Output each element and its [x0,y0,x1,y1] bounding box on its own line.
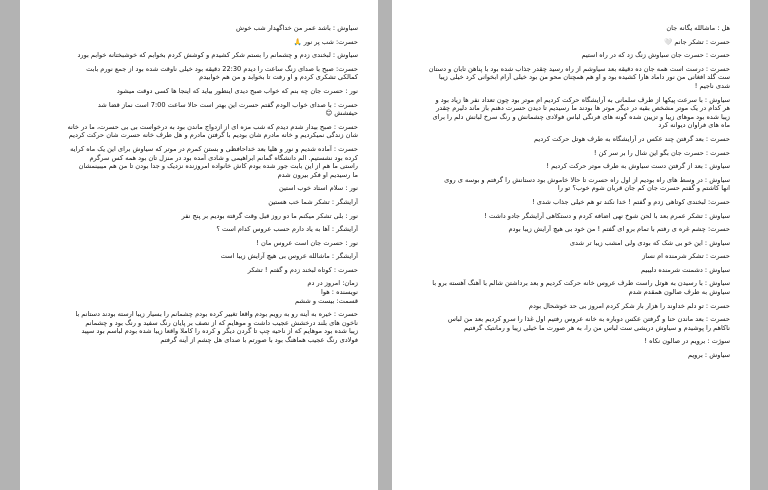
text-line: حسرت : صبح بیدار شدم دیدم که شب مزه ای از ازدواج ماندن بود به درخواست بی بی حسرت، ما در خانه [67,122,358,131]
dialogue-paragraph [46,266,358,275]
text-line: حسرت: صبح با صدای زنگ ساعت را دیدم 22:30 دقیقه بود خیلی ناوقت شده بود از جمع نورم بابت [86,64,358,73]
dialogue-paragraph [46,279,358,305]
dialogue-paragraph [46,24,358,33]
text-line: سیاوش : در وسط های راه بودیم از اول راه حسرت تا حالا خاموش بود دستانش را گرفتم و بوسه ی روی [444,175,730,184]
dialogue-paragraph [418,96,730,130]
text-line: آرایشگر : تشکر شما خب هستین [268,197,358,206]
dialogue-paragraph [46,225,358,234]
text-line: سوژت : برویم در صالون نکاه ! [644,337,730,346]
dialogue-paragraph [418,149,730,158]
text-line: حسرت : حسرت جان بگو این شال را بر سر کن ! [593,148,730,157]
text-line: سیاوش : این خو بی شک که بودی ولی امشب زیبا تر شدی [569,238,730,247]
dialogue-paragraph [418,198,730,207]
text-line: سیاوش به طرف صالون همقدم شدم [628,288,730,297]
dialogue-paragraph [418,51,730,60]
dialogue-paragraph [418,24,730,33]
dialogue-paragraph [46,38,358,47]
text-line: ما رسیدیم او فکر بیرون شدم [277,170,358,179]
text-line: ست گلد افغانی من نور داماد هارا کشیده بود و او هم همچنان محو من بود خیلی آرام ابخوانی کرد خیلی زیبا [438,73,730,82]
dialogue-paragraph [418,279,730,296]
text-line: آرایشگر : ماشالله عروس بی هیچ آرایش زیبا است [220,252,358,261]
text-line: کرده بود نشستیم. الم دانشگاه گمانم ابراهیمی و شادی آمده بود در منزل تان بود همه کس سرگرم [89,153,358,162]
text-line: سیاوش : با سرعت پیکها از طرف سلمانی به آرایشگاه حرکت کردیم ام موتر بود چون تعداد نفر ها زیاد بود و [435,95,730,104]
text-line: سیاوش : بعد از گرفتن دست سیاوش به طرف موتر حرکت کردیم ! [546,162,730,171]
right-page-content [418,24,730,490]
text-line: ماه های فراوان دیوانه کرد [658,121,730,130]
text-line: سیاوش : با رسیدن به هوتل راست طرف عروس خانه حرکت کردیم و بعد برداشتن شالم با آهنگ آهسته برو با [432,279,730,288]
dialogue-paragraph [418,239,730,248]
text-line: قسمت: بیست و ششم [295,296,358,305]
dialogue-paragraph [46,310,358,344]
dialogue-paragraph [418,212,730,221]
dialogue-paragraph [418,176,730,193]
text-line: حسرت: لبخندی کوتاهی زدم و گفتم ! خدا نکند تو هم خیلی جذاب شدی ! [532,197,730,206]
text-line: سیاوش : دشمنت شرمنده دلیبیم [640,265,730,274]
text-line: سیاوش : برویم [687,351,730,360]
dialogue-paragraph [46,145,358,179]
text-line: زیبا شده بود موهایم که از ناحیه چپ تا گردن دیگر و کرده را کاملا واقعا زیبا شده بودم لباسم بود سپید [81,327,358,336]
text-line: حسرت : بعد گرفتن چند عکس در آرایشگاه به طرف هوتل حرکت کردیم [534,134,730,143]
left-page-content [46,24,358,490]
dialogue-paragraph [418,38,730,47]
text-line: نور : حسرت جان چه بنم که خواب صبح دیدی اینطور بیاید که اینجا ها کسی دوقت میشود [116,86,358,95]
text-line: آرایشگر : آها به یاد دارم حسب عروس کدام است ؟ [216,225,358,234]
dialogue-paragraph [418,315,730,332]
text-line: حسرت : خیره به آینه رو به رویم بودم واقعا تغییر کرده بودم چشمانم را بسیار زیبا ارسته بودند دستانم با [75,310,358,319]
text-line: حسرت : تو دلم خداوند را هزار بار شکر کردم امروز بی حد خوشحال بودم [528,301,730,310]
text-line: راستی ما هم از این بابت جور شده بودم کاش خانواده امروزنده نزدیک و جدا بودن تا من هم میبینمشان [78,162,358,171]
text-line: نور : سلام استاد خوب استین [278,184,358,193]
text-line: حسرت : با صدای خواب الودم گفتم حسرت این بهتر است حالا ساعت 7:00 است نماز قضا شد [97,100,358,109]
text-line: ناکاهم را پوشیدم و سیاوش دریشی ست لباس من را، به هر صورت ما خیلی زیبا و رمانتیک گرفتیم [463,323,730,332]
text-line: سیاوش : لبخندی زدم و چشمانم را بستم شکر کشیدم و کوشش کردم بخوابم که خوشبختانه خوابم بورد [77,51,358,60]
text-line: حسرت : حسرت جان سیاوش زنگ زد که در راه استیم [581,51,730,60]
dialogue-paragraph [46,239,358,248]
dialogue-paragraph [418,135,730,144]
text-line: نویسنده : هوا [321,288,358,297]
dialogue-paragraph [46,123,358,140]
text-line: سیاوش : باشد عمر من خداگهدار شب خوش [236,24,358,32]
dialogue-paragraph [418,162,730,171]
dialogue-paragraph [46,51,358,60]
text-line: نور : بلی تشکر میکنم ما دو روز قبل وقت گرفته بودیم بر پنج نفر [181,211,358,220]
dialogue-paragraph [418,337,730,346]
text-line: ناخون های بلند درخشش عجیب داشت و موهایم که از نصف بر پایان رنگ سفید و رنگ بود و چشمانم [85,318,358,327]
text-line: حسرت : درست است همه جان ده دقیقه بعد سیاوشم از راه رسید چقدر جذاب شده بود با پناهن تابان و دستان [428,64,730,73]
text-line: انها کاشتم و گفتم حسرت جان کم جان قربان شوم خوب؟ تو را [557,184,730,193]
text-line: زمان: امروز در دم [307,279,358,288]
text-line: کمالکی تشکری کردم و او رفت تا بخوابد و من هم خوابیدم [199,73,358,82]
dialogue-paragraph [418,266,730,275]
text-line: سیاوش : تشکر عمرم بعد با لحن شوخ نهی اضافه کردم و دستکاهی آرایشگر جادو داشت ! [484,211,730,220]
dialogue-paragraph [46,184,358,193]
text-line: حسرت : تشکر جانم 🤍 [664,37,730,46]
text-line: هل : ماشالله یگانه جان [666,24,730,32]
text-line: نور : حسرت جان است عروس مان ! [256,238,358,247]
left-page [20,0,378,490]
text-line: حسرت : کوتاه لبخند زدم و گفتم ! تشکر [247,265,358,274]
dialogue-paragraph [418,351,730,360]
text-line: شدی ناجیم ! [694,81,730,90]
dialogue-paragraph [418,65,730,91]
dialogue-paragraph [46,198,358,207]
dialogue-paragraph [46,65,358,82]
text-line: حیفشش 😊 [325,109,358,118]
dialogue-paragraph [46,101,358,118]
dialogue-paragraph [418,252,730,261]
dialogue-paragraph [418,225,730,234]
text-line: حسرت : بعد ماندن حنا و گرفتن عکس دوباره به خانه عروس رفتیم اول غذا را سرو کردیم بعد من لباس [447,315,730,324]
text-line: حسرت: شب پر نور 🙏 [293,37,358,46]
text-line: حسرت: چشم غره ی رفتم با تمام برو ای گفتم ! من خود بی هیچ آرایش زیبا بودم [508,225,730,234]
dialogue-paragraph [46,252,358,261]
text-line: فولادی رنگ عجیب هماهنگ بود با صورتم با صدای هل چشم از آینه گرفتم [160,336,358,345]
text-line: زیبا شده بود موهای زیبا و تزیین شده گونه های فرنگی لباس فولادی چشمانش و رنگ سرخ لبانش دلم را برای [432,112,730,121]
dialogue-paragraph [46,87,358,96]
dialogue-paragraph [418,302,730,311]
text-line: شان زندگی نمیکردیم و خانه مادرم شان بودیم با گرفتن مادرم و هل طرف خانه حسرت شان حرکت کردیم [68,131,358,140]
text-line: هر کدام در یک موتر مشخص بقیه در دیگر موتر ها بودند ما رسیدیم تا دیدن حسرت دهنم باز ماند دلیرم چقدر [436,104,730,113]
right-page [392,0,750,490]
text-line: حسرت : تشکر شرمنده ام نساز [642,252,730,261]
dialogue-paragraph [46,212,358,221]
text-line: حسرت : آماده شدیم و نور و هلیا بعد خداحافظی و بستن کمرم در موتر که سیاوش برای این یک ماه کرایه [70,144,358,153]
